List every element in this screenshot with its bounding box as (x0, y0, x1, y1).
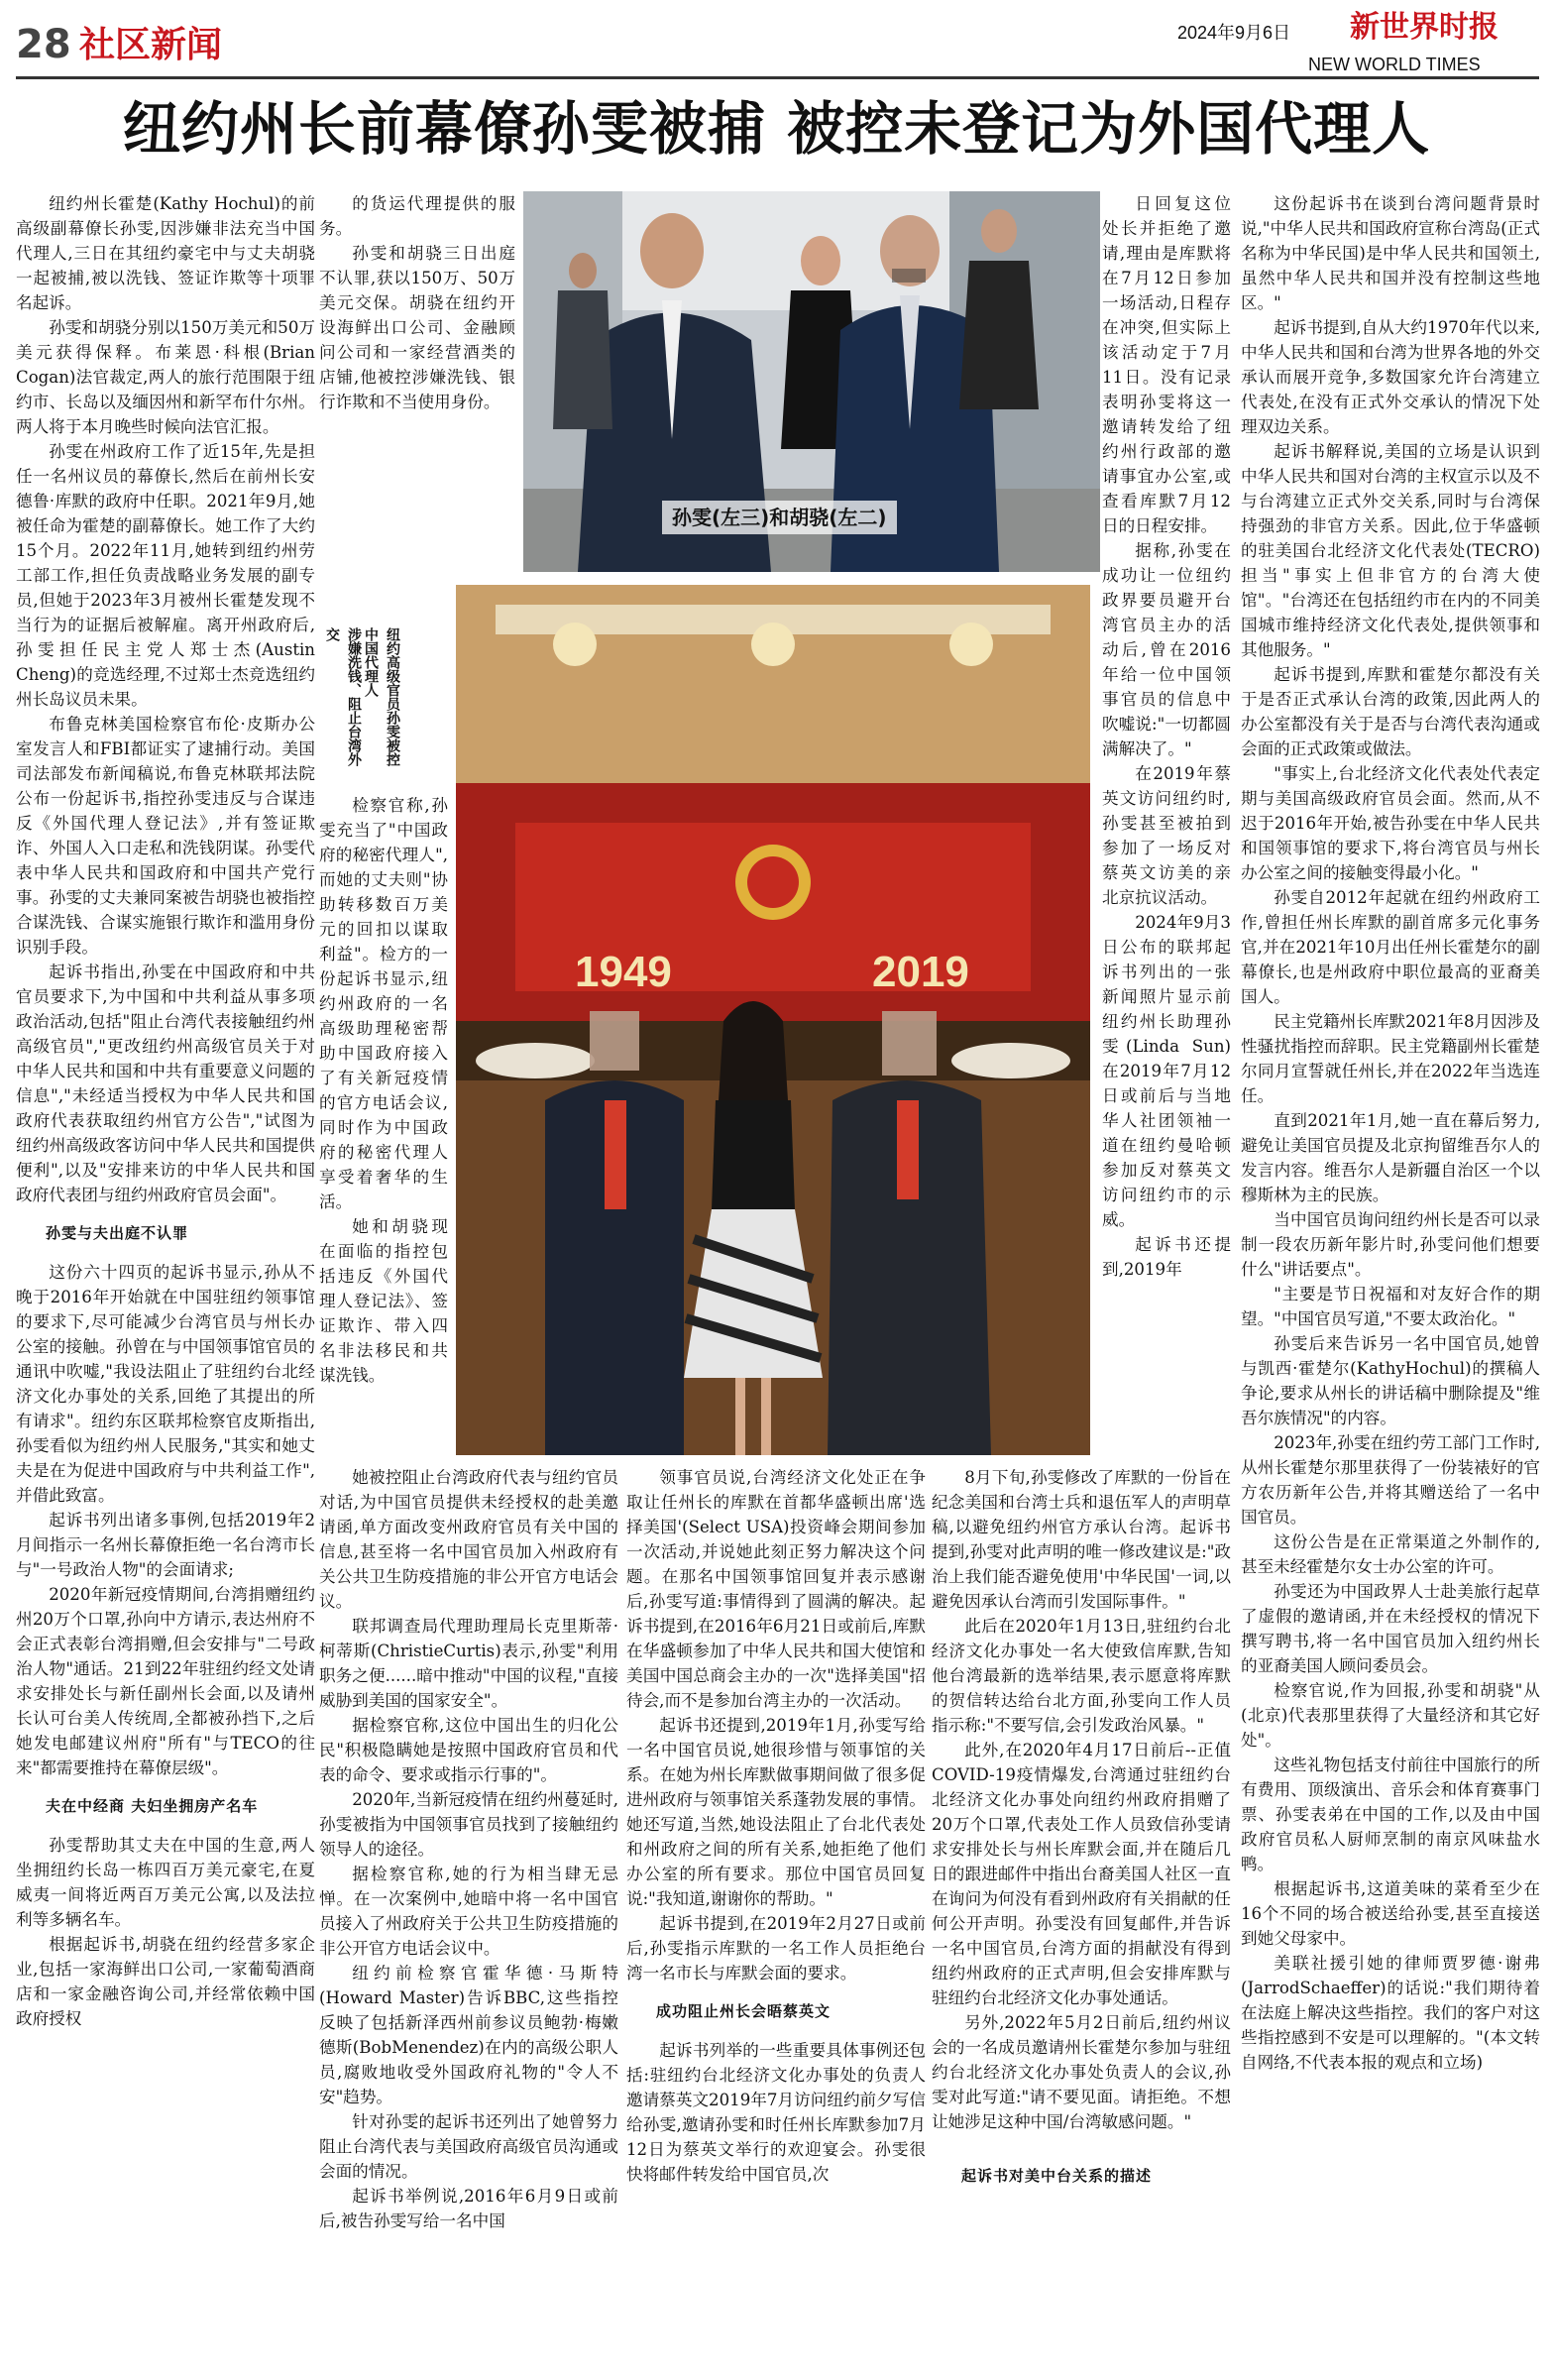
paragraph: 的货运代理提供的服务。 (319, 194, 515, 238)
paragraph: 2023年,孙雯在纽约劳工部门工作时,从州长霍楚尔那里获得了一份装裱好的官方农历新年公告,并将其赠送给了一名中国官员。 (1241, 1433, 1540, 1527)
paragraph: 这些礼物包括支付前往中国旅行的所有费用、顶级演出、音乐会和体育赛事门票、孙雯表弟在中国的工作,以及由中国政府官员私人厨师烹制的南京风味盐水鸭。 (1241, 1756, 1540, 1873)
col4a-paragraphs (1102, 191, 1231, 1282)
paragraph: 布鲁克林美国检察官布伦·皮斯办公室发言人和FBI都证实了逮捕行动。美国司法部发布新闻稿说,布鲁克林联邦法院公布一份起诉书,指控孙雯违反与合谋违反《外国代理人登记法》,并有签证欺诈、外国人入口走私和洗钱阴谋。孙雯代表中华人民共和国政府和中国共产党行事。孙雯的丈夫兼同案被告胡骁也被指控合谋洗钱、合谋实施银行欺诈和滥用身份识别手段。 (16, 715, 315, 957)
paragraph: 起诉书提到,在2019年2月27日或前后,孙雯指示库默的一名工作人员拒绝台湾一名市长与库默会面的要求。 (626, 1914, 926, 1983)
article-column-2a (319, 191, 515, 618)
article-column-5 (1241, 191, 1540, 2372)
paragraph: 另外,2022年5月2日前后,纽约州议会的一名成员邀请州长霍楚尔参加与驻纽约台北经济文化办事处负责人的会议,孙雯对此写道:"请不要见面。请拒绝。不想让她涉足这种中国/台湾敏感问题。" (932, 2013, 1231, 2131)
col1b-paragraphs (16, 1260, 315, 1780)
paragraph: 起诉书解释说,美国的立场是认识到中华人民共和国对台湾的主权宣示以及不与台湾建立正式外交关系,同时与台湾保持强劲的非官方关系。因此,位于华盛顿的驻美国台北经济文化代表处(TECRO)担当"事实上但非官方的台湾大使馆"。"台湾还在包括纽约市在内的不同美国城市维持经济文化代表处,提供领事和其他服务。" (1241, 442, 1540, 659)
paragraph: 起诉书列举的一些重要具体事例还包括:驻纽约台北经济文化办事处的负责人邀请蔡英文2019年7月访问纽约前夕写信给孙雯,邀请孙雯和时任州长库默参加7月12日为蔡英文举行的欢迎宴会。孙雯很快将邮件转发给中国官员,次 (626, 2041, 926, 2184)
paragraph: 孙雯和胡骁分别以150万美元和50万美元获得保释。布莱恩·科根(Brian Cogan)法官裁定,两人的旅行范围限于纽约市、长岛以及缅因州和新罕布什尔州。两人将于本月晚些时候向法官汇报。 (16, 318, 315, 436)
col5-paragraphs (1241, 191, 1540, 2075)
paragraph: 起诉书列出诸多事例,包括2019年2月间指示一名州长幕僚拒绝一名台湾市长与"一号政治人物"的会面请求; (16, 1511, 315, 1579)
paragraph: 起诉书举例说,2016年6月9日或前后,被告孙雯写给一名中国 (319, 2187, 618, 2230)
paragraph: 纽约前检察官霍华德·马斯特(Howard Master)告诉BBC,这些指控反映了包括新泽西州前参议员鲍勃·梅嫩德斯(BobMenendez)在内的高级公职人员,腐败地收受外国政府礼物的"令人不安"趋势。 (319, 1964, 618, 2106)
paragraph: 孙雯和胡骁三日出庭不认罪,获以150万、50万美元交保。胡骁在纽约开设海鲜出口公司、金融顾问公司和一家经营酒类的店铺,他被控涉嫌洗钱、银行诈欺和不当使用身份。 (319, 244, 515, 411)
paragraph: 据检察官称,她的行为相当肆无忌惮。在一次案例中,她暗中将一名中国官员接入了州政府关于公共卫生防疫措施的非公开官方电话会议中。 (319, 1865, 618, 1958)
col2c-paragraphs (319, 1465, 618, 2233)
article-column-4a (1102, 191, 1231, 1455)
paragraph: 起诉书还提到,2019年 (1102, 1235, 1231, 1279)
paragraph: 起诉书指出,孙雯在中国政府和中共官员要求下,为中国和中共利益从事多项政治活动,包括"阻止台湾代表接触纽约州高级官员","更改纽约州高级官员关于对中华人民共和国和中共有重要意义问题的信息","未经适当授权为中华人民共和国政府代表获取纽约州官方公告","试图为纽约州高级政客访问中华人民共和国提供便利",以及"安排来访的中华人民共和国政府代表团与纽约州政府官员会面"。 (16, 963, 315, 1204)
newspaper-logo-en: NEW WORLD TIMES (1308, 55, 1481, 74)
paragraph: 美联社援引她的律师贾罗德·谢弗(JarrodSchaeffer)的话说:"我们期待着在法庭上解决这些指控。我们的客户对这些指控感到不安是可以理解的。"(本文转自网络,不代表本报的观点和立场) (1241, 1954, 1540, 2072)
col3b-paragraphs (626, 2038, 926, 2187)
paragraph: 孙雯还为中国政界人士赴美旅行起草了虚假的邀请函,并在未经授权的情况下撰写聘书,将一名中国官员加入纽约州长的亚裔美国人顾问委员会。 (1241, 1582, 1540, 1675)
photo-banquet (456, 585, 1090, 1455)
photo-caption: 孙雯(左三)和胡骁(左二) (662, 501, 897, 534)
paragraph: 2020年,当新冠疫情在纽约州蔓延时,孙雯被指为中国领事官员找到了接触纽约领导人的途径。 (319, 1790, 618, 1859)
paragraph: 孙雯自2012年起就在纽约州政府工作,曾担任州长库默的副首席多元化事务官,并在2021年10月出任州长霍楚尔的副幕僚长,也是州政府中职位最高的亚裔美国人。 (1241, 888, 1540, 1006)
paragraph: "主要是节日祝福和对友好合作的期望。"中国官员写道,"不要太政治化。" (1241, 1285, 1540, 1328)
newspaper-logo: 新世界时报 (1350, 10, 1498, 45)
page-number: 28 (16, 22, 71, 67)
paragraph: 这份起诉书在谈到台湾问题背景时说,"中华人民共和国政府宣称台湾岛(正式名称为中华民国)是中华人民共和国领土,虽然中华人民共和国并没有控制这些地区。" (1241, 194, 1540, 312)
paragraph: 民主党籍州长库默2021年8月因涉及性骚扰指控而辞职。民主党籍副州长霍楚尔同月宣誓就任州长,并在2022年当选连任。 (1241, 1012, 1540, 1105)
paragraph: 起诉书提到,库默和霍楚尔都没有关于是否正式承认台湾的政策,因此两人的办公室都没有关于是否与台湾代表沟通或会面的正式政策或做法。 (1241, 665, 1540, 758)
paragraph: 纽约州长霍楚(Kathy Hochul)的前高级副幕僚长孙雯,因涉嫌非法充当中国代理人,三日在其纽约豪宅中与丈夫胡骁一起被捕,被以洗钱、签证诈欺等十项罪名起诉。 (16, 194, 315, 312)
paragraph: 此外,在2020年4月17日前后--正值COVID-19疫情爆发,台湾通过驻纽约台北经济文化办事处向纽约州政府捐赠了20万个口罩,代表处工作人员致信孙雯请求安排处长与州长库默会面,并在随后几日的跟进邮件中指出台裔美国人社区一直在询问为何没有看到州政府有关捐献的任何公开声明。孙雯没有回复邮件,并告诉一名中国官员,台湾方面的捐献没有得到纽约州政府的正式声明,但会安排库默与驻纽约台北经济文化办事处通话。 (932, 1741, 1231, 2007)
paragraph: 联邦调查局代理助理局长克里斯蒂·柯蒂斯(ChristieCurtis)表示,孙雯"利用职务之便......暗中推动"中国的议程,"直接威胁到美国的国家安全"。 (319, 1617, 618, 1710)
col3a-paragraphs (626, 1465, 926, 1985)
pull-quote-a: 纽约高级官员孙雯被控中国代理人 (363, 627, 400, 766)
header-rule (16, 76, 1539, 79)
paragraph: 根据起诉书,胡骁在纽约经营多家企业,包括一家海鲜出口公司,一家葡萄酒商店和一家金融咨询公司,并经常依赖中国政府授权 (16, 1935, 315, 2028)
article-column-4b (932, 1465, 1231, 2372)
paragraph: 孙雯帮助其丈夫在中国的生意,两人坐拥纽约长岛一栋四百万美元豪宅,在夏威夷一间将近两百万美元公寓,以及法拉利等多辆名车。 (16, 1836, 315, 1929)
col2a-paragraphs (319, 191, 515, 414)
article-column-1 (16, 191, 315, 2372)
banner-year-1949: 1949 (575, 948, 672, 996)
paragraph: 直到2021年1月,她一直在幕后努力,避免让美国官员提及北京拘留维吾尔人的发言内容。维吾尔人是新疆自治区一个以穆斯林为主的民族。 (1241, 1111, 1540, 1204)
col1-paragraphs (16, 191, 315, 1207)
section-title: 社区新闻 (79, 25, 223, 65)
paragraph: 孙雯在州政府工作了近15年,先是担任一名州议员的幕僚长,然后在前州长安德鲁·库默的政府中任职。2021年9月,她被任命为霍楚的副幕僚长。她工作了大约15个月。2022年11月,她转到纽约州劳工部工作,担任负责战略业务发展的副专员,但她于2023年3月被州长霍楚发现不当行为的证据后被解雇。离开州政府后,孙雯担任民主党人郑士杰(Austin Cheng)的竞选经理,不过郑士杰竞选纽约州长岛议员未果。 (16, 442, 315, 709)
paragraph: 这份公告是在正常渠道之外制作的,甚至未经霍楚尔女士办公室的许可。 (1241, 1532, 1540, 1576)
paragraph: 据检察官称,这位中国出生的归化公民"积极隐瞒她是按照中国政府官员和代表的命令、要求或指示行事的"。 (319, 1716, 618, 1784)
paragraph: 在2019年蔡英文访问纽约时,孙雯甚至被拍到参加了一场反对蔡英文访美的亲北京抗议活动。 (1102, 764, 1231, 907)
paragraph: 孙雯后来告诉另一名中国官员,她曾与凯西·霍楚尔(KathyHochul)的撰稿人争论,要求从州长的讲话稿中删除提及"维吾尔族情况"的内容。 (1241, 1334, 1540, 1427)
subheading-4: 起诉书对美中台关系的描述 (961, 2167, 1153, 2185)
paragraph: 2020年新冠疫情期间,台湾捐赠纽约州20万个口罩,孙向中方请示,表达州府不会正式表彰台湾捐赠,但会安排与"二号政治人物"通话。21到22年驻纽约经文处请求安排处长与新任副州长会面,以及请州长认可台美人传统周,全都被孙挡下,之后她发电邮建议州府"所有"与TECO的往来"都需要推持在幕僚层级"。 (16, 1585, 315, 1777)
paragraph: 根据起诉书,这道美味的菜肴至少在16个不同的场合被送给孙雯,甚至直接送到她父母家中。 (1241, 1879, 1540, 1948)
paragraph: 此后在2020年1月13日,驻纽约台北经济文化办事处一名大使致信库默,告知他台湾最新的选举结果,表示愿意将库默的贺信转达给台北方面,孙雯向工作人员指示称:"不要写信,会引发政治风暴。" (932, 1617, 1231, 1735)
subheading-2: 夫在中经商 夫妇坐拥房产名车 (46, 1797, 259, 1815)
paragraph: 针对孙雯的起诉书还列出了她曾努力阻止台湾代表与美国政府高级官员沟通或会面的情况。 (319, 2112, 618, 2181)
article-column-3 (626, 1465, 926, 2372)
paragraph: 检察官说,作为回报,孙雯和胡骁"从(北京)代表那里获得了大量经济和其它好处"。 (1241, 1681, 1540, 1750)
paragraph: 当中国官员询问纽约州长是否可以录制一段农历新年影片时,孙雯问他们想要什么"讲话要点"。 (1241, 1210, 1540, 1279)
paragraph: 领事官员说,台湾经济文化处正在争取让任州长的库默在首都华盛顿出席'选择美国'(Select USA)投资峰会期间参加一次活动,并说她此刻正努力解决这个问题。在那名中国领事馆回复并表示感谢后,孙雯写道:事情得到了圆满的解决。起诉书提到,在2016年6月21日或前后,库默在华盛顿参加了中华人民共和国大使馆和美国中国总商会主办的一次"选择美国"招待会,而不是参加台湾主办的一次活动。 (626, 1468, 926, 1710)
pull-quote-b: 涉嫌洗钱、阻止台湾外交 (324, 627, 362, 766)
headline: 纽约州长前幕僚孙雯被捕 被控未登记为外国代理人 (122, 95, 1431, 163)
paragraph: 8月下旬,孙雯修改了库默的一份旨在纪念美国和台湾士兵和退伍军人的声明草稿,以避免纽约州官方承认台湾。起诉书提到,孙雯对此声明的唯一修改建议是:"政治上我们能否避免使用'中华民国'一词,以避免因承认台湾而引发国际事件。" (932, 1468, 1231, 1611)
article-column-2c (319, 1465, 618, 2372)
article-column-2b (319, 793, 448, 1457)
paragraph: 她和胡骁现在面临的指控包括违反《外国代理人登记法》、签证欺诈、带入四名非法移民和共谋洗钱。 (319, 1217, 448, 1385)
banner-year-2019: 2019 (872, 948, 969, 996)
paragraph: 日回复这位处长并拒绝了邀请,理由是库默将在7月12日参加一场活动,日程存在冲突,但实际上该活动定于7月11日。没有记录表明孙雯将这一邀请转发给了纽约州行政部的邀请事宜办公室,或查看库默7月12日的日程安排。 (1102, 194, 1231, 535)
photo-banquet-illustration (456, 585, 1090, 1455)
paragraph: 起诉书还提到,2019年1月,孙雯写给一名中国官员说,她很珍惜与领事馆的关系。在她为州长库默做事期间做了很多促进州政府与领事馆关系蓬勃发展的事情。她还写道,当然,她设法阻止了台北代表处和州政府之间的所有关系,她拒绝了他们办公室的所有要求。那位中国官员回复说:"我知道,谢谢你的帮助。" (626, 1716, 926, 1908)
issue-date: 2024年9月6日 (1177, 23, 1291, 43)
paragraph: "事实上,台北经济文化代表处代表定期与美国高级政府官员会面。然而,从不迟于2016年开始,被告孙雯在中华人民共和国领事馆的要求下,将台湾官员与州长办公室之间的接触变得最小化。" (1241, 764, 1540, 882)
paragraph: 据称,孙雯在成功让一位纽约政界要员避开台湾官员主办的活动后,曾在2016年给一位中国领事官员的信息中吹嘘说:"一切都圆满解决了。" (1102, 541, 1231, 758)
paragraph: 这份六十四页的起诉书显示,孙从不晚于2016年开始就在中国驻纽约领事馆的要求下,尽可能减少台湾官员与州长办公室的接触。孙曾在与中国领事馆官员的通讯中吹嘘,"我设法阻止了驻纽约台北经济文化办事处的关系,回绝了其提出的所有请求"。纽约东区联邦检察官皮斯指出,孙雯看似为纽约州人民服务,"其实和她丈夫是在为促进中国政府与中共利益工作",并借此致富。 (16, 1263, 315, 1505)
paragraph: 检察官称,孙雯充当了"中国政府的秘密代理人",而她的丈夫则"协助转移数百万美元的回扣以谋取利益"。检方的一份起诉书显示,纽约州政府的一名高级助理秘密帮助中国政府接入了有关新冠疫情的官方电话会议,同时作为中国政府的秘密代理人享受着奢华的生活。 (319, 796, 448, 1211)
paragraph: 2024年9月3日公布的联邦起诉书列出的一张新闻照片显示前纽约州长助理孙雯(Linda Sun)在2019年7月12日或前后与当地华人社团领袖一道在纽约曼哈顿参加反对蔡英文访问纽约市的示威。 (1102, 913, 1231, 1229)
col1c-paragraphs (16, 1833, 315, 2031)
page-header (0, 0, 1553, 85)
col4b-paragraphs (932, 1465, 1231, 2134)
subheading-1: 孙雯与夫出庭不认罪 (46, 1224, 189, 1242)
photo-arrest-scene (523, 191, 1100, 572)
paragraph: 起诉书提到,自从大约1970年代以来,中华人民共和国和台湾为世界各地的外交承认而展开竞争,多数国家允许台湾建立代表处,在没有正式外交承认的情况下处理双边关系。 (1241, 318, 1540, 436)
paragraph: 她被控阻止台湾政府代表与纽约官员对话,为中国官员提供未经授权的赴美邀请函,单方面改变州政府官员有关中国的信息,甚至将一名中国官员加入州政府有关公共卫生防疫措施的非公开官方电话会议。 (319, 1468, 618, 1611)
col2b-paragraphs (319, 793, 448, 1388)
subheading-3: 成功阻止州长会晤蔡英文 (656, 2002, 832, 2020)
